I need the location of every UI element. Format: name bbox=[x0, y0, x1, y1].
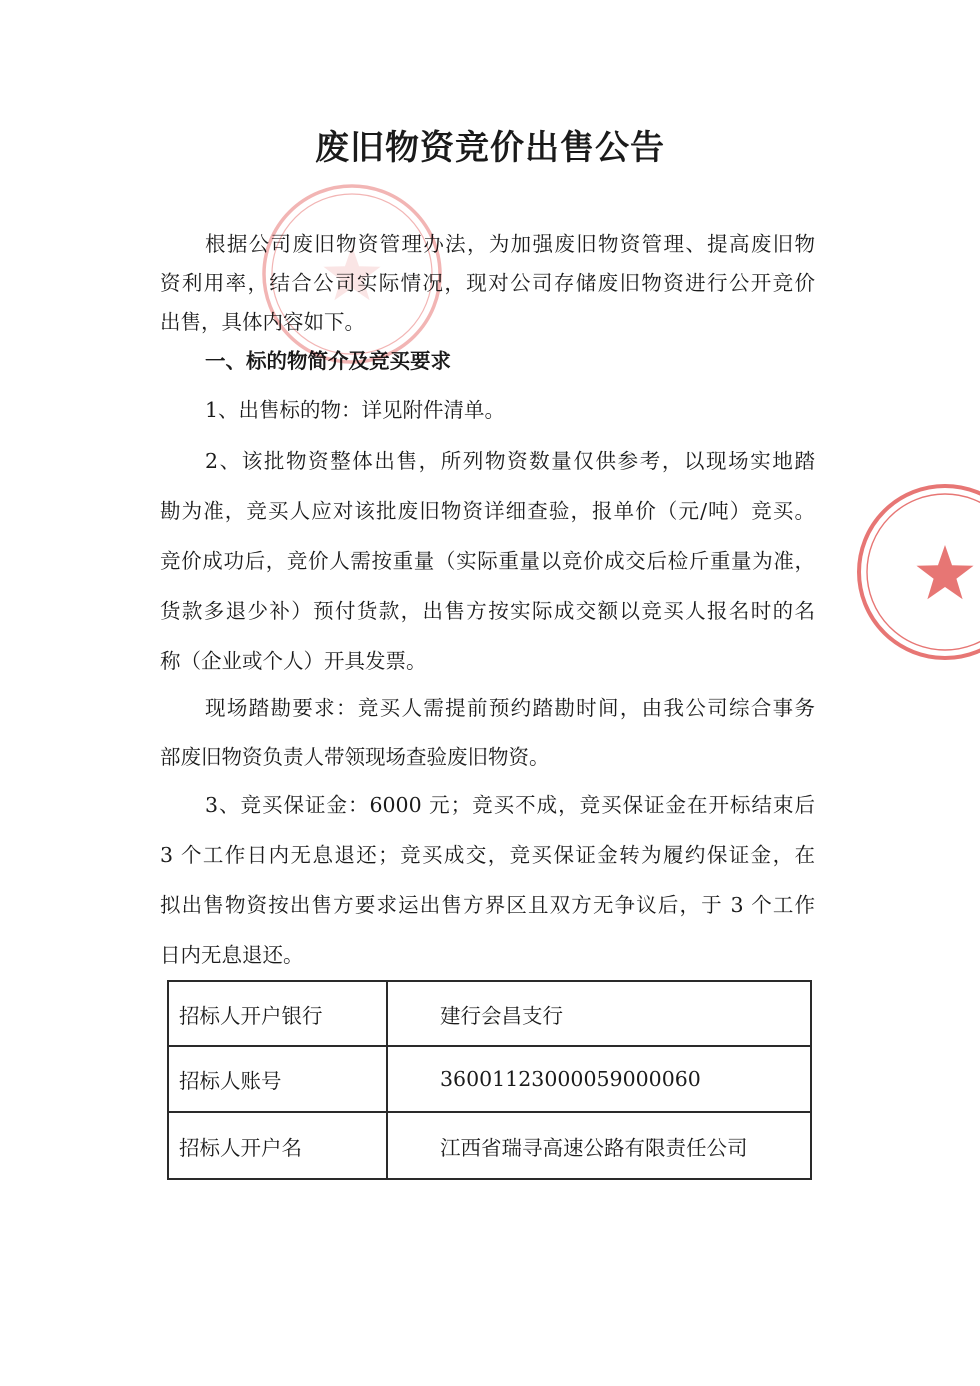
page-title: 废旧物资竞价出售公告 bbox=[315, 128, 665, 168]
item-2-line: 竞价成功后，竞价人需按重量（实际重量以竞价成交后检斤重量为准， bbox=[160, 549, 815, 573]
item-1-text: 1、出售标的物：详见附件清单。 bbox=[205, 398, 506, 422]
account-number-label: 招标人账号 bbox=[168, 1046, 387, 1112]
bank-name-value: 建行会昌支行 bbox=[387, 981, 811, 1046]
item-2-line: 称（企业或个人）开具发票。 bbox=[160, 649, 427, 673]
item-3-line: 3、竞买保证金：6000 元；竞买不成，竞买保证金在开标结束后 bbox=[205, 793, 815, 817]
intro-line: 出售，具体内容如下。 bbox=[160, 310, 365, 334]
table-row bbox=[168, 1046, 811, 1112]
table-row bbox=[168, 981, 811, 1046]
item-3-line: 拟出售物资按出售方要求运出售方界区且双方无争议后，于 3 个工作 bbox=[160, 893, 815, 917]
account-holder-label: 招标人开户名 bbox=[168, 1112, 387, 1179]
item-2-line: 勘为准，竞买人应对该批废旧物资详细查验，报单价（元/吨）竞买。 bbox=[160, 499, 815, 523]
site-visit-paragraph bbox=[160, 684, 815, 782]
item-3-line: 3 个工作日内无息退还；竞买成交，竞买保证金转为履约保证金，在 bbox=[160, 843, 815, 867]
intro-line: 根据公司废旧物资管理办法，为加强废旧物资管理、提高废旧物 bbox=[205, 232, 815, 256]
item-2-line: 货款多退少补）预付货款，出售方按实际成交额以竞买人报名时的名 bbox=[160, 599, 815, 623]
bank-info-table bbox=[167, 980, 812, 1180]
site-visit-line: 现场踏勘要求：竞买人需提前预约踏勘时间，由我公司综合事务 bbox=[205, 696, 815, 720]
site-visit-line: 部废旧物资负责人带领现场查验废旧物资。 bbox=[160, 745, 550, 769]
section-heading-text: 一、标的物简介及竞买要求 bbox=[205, 349, 451, 373]
item-2-paragraph bbox=[160, 436, 815, 686]
company-seal-icon bbox=[859, 486, 980, 658]
section-heading bbox=[160, 341, 815, 381]
item-3-line: 日内无息退还。 bbox=[160, 943, 304, 967]
account-holder-value: 江西省瑞寻高速公路有限责任公司 bbox=[387, 1112, 811, 1179]
intro-paragraph bbox=[160, 225, 815, 342]
bank-name-label: 招标人开户银行 bbox=[168, 981, 387, 1046]
item-1-paragraph bbox=[160, 390, 815, 430]
item-2-line: 2、该批物资整体出售，所列物资数量仅供参考，以现场实地踏 bbox=[205, 449, 815, 473]
account-number-value: 36001123000059000060 bbox=[387, 1046, 811, 1112]
item-3-paragraph bbox=[160, 780, 815, 980]
table-row bbox=[168, 1112, 811, 1179]
intro-line: 资利用率，结合公司实际情况，现对公司存储废旧物资进行公开竞价 bbox=[160, 271, 815, 295]
